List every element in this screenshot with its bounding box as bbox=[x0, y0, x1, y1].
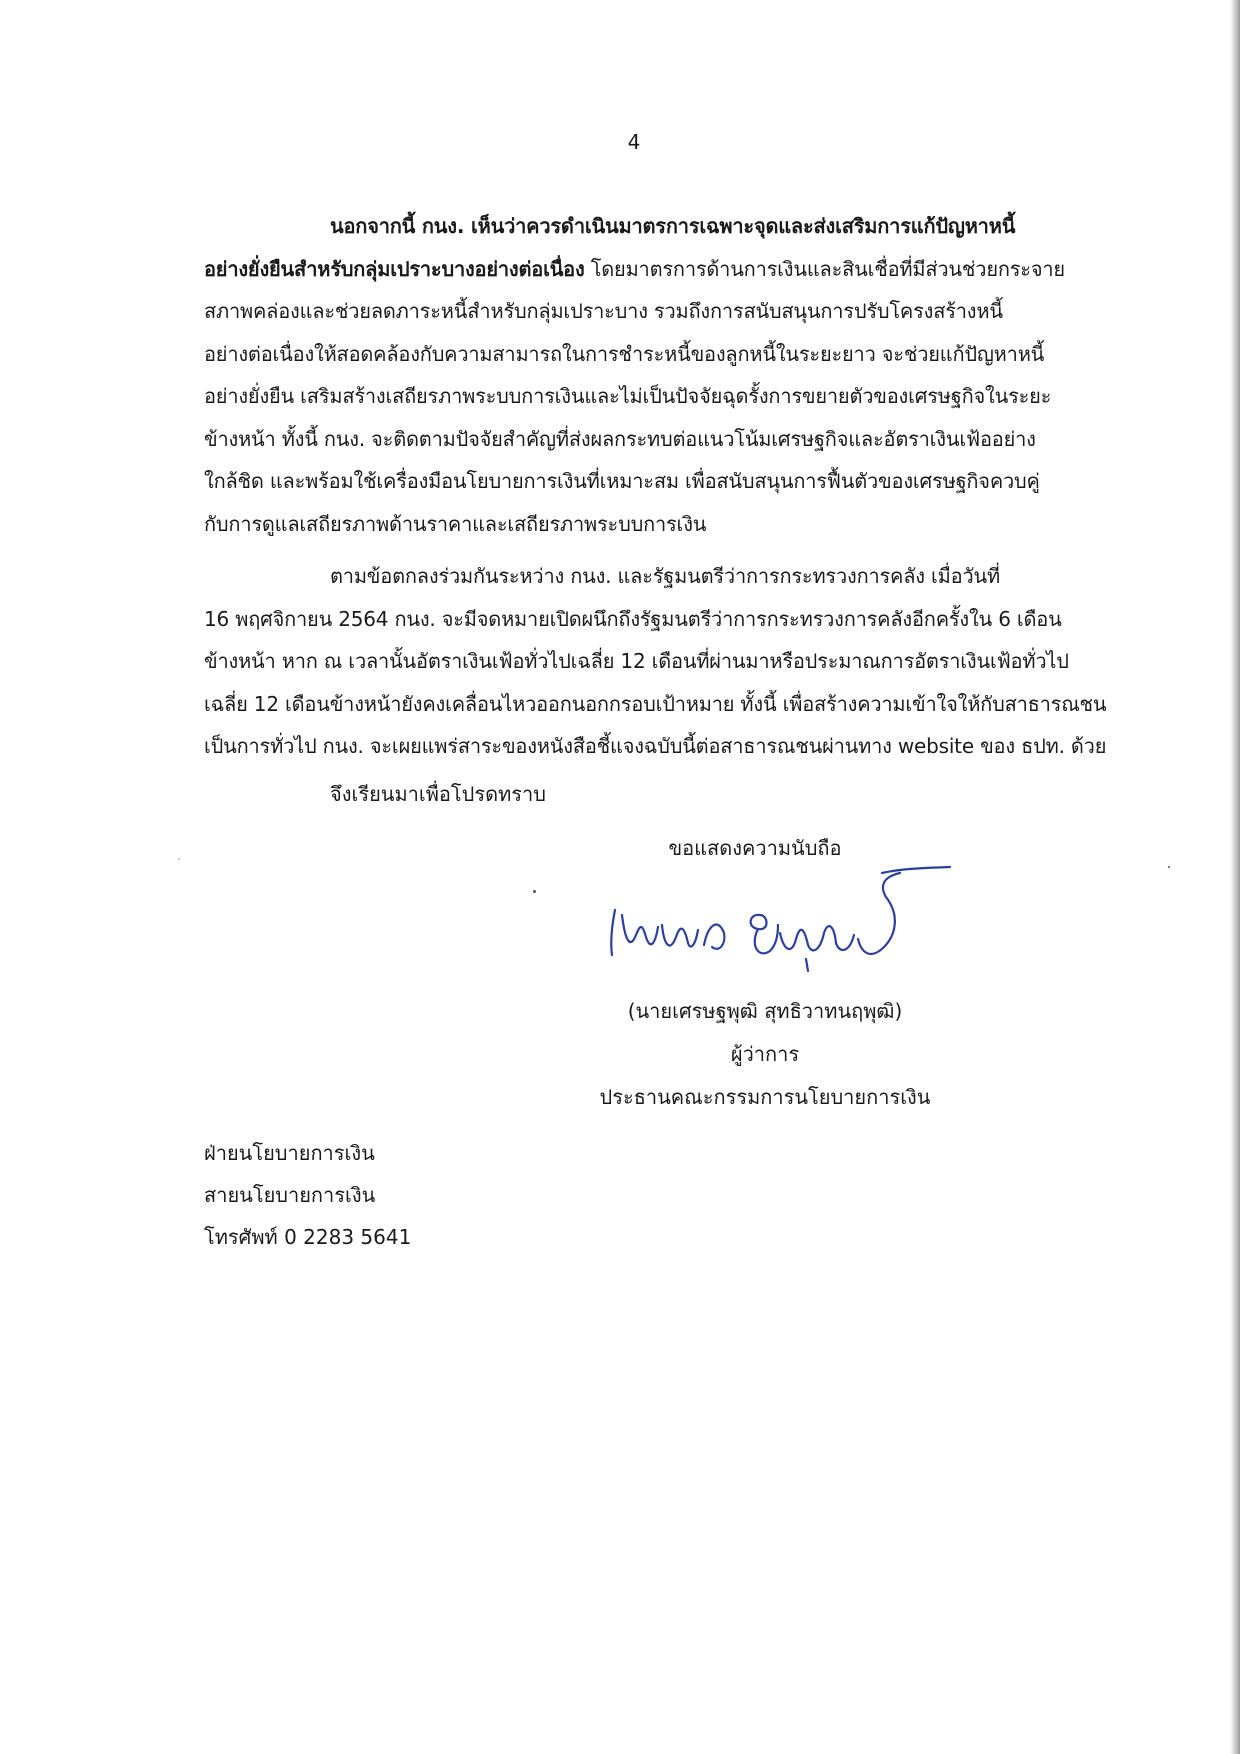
handwritten-signature bbox=[600, 855, 960, 975]
contact-footer bbox=[204, 1132, 411, 1258]
page-number: 4 bbox=[627, 130, 641, 154]
paragraph-line: ตามข้อตกลงร่วมกันระหว่าง กนง. และรัฐมนตรีว่าการกระทรวงการคลัง เมื่อวันที่ bbox=[330, 564, 1000, 588]
bold-emphasis: อย่างยั่งยืนสำหรับกลุ่มเปราะบางอย่างต่อเนื่อง bbox=[204, 256, 585, 281]
line-continuation: โดยมาตรการด้านการเงินและสินเชื่อที่มีส่วนช่วยกระจาย bbox=[584, 256, 1065, 281]
footer-department: ฝ่ายนโยบายการเงิน bbox=[204, 1141, 375, 1165]
paragraph-open-letter-agreement bbox=[204, 555, 1107, 768]
closing-regards: ขอแสดงความนับถือ bbox=[668, 836, 842, 860]
footer-phone: โทรศัพท์ 0 2283 5641 bbox=[204, 1225, 412, 1249]
paragraph-line: เป็นการทั่วไป กนง. จะเผยแพร่สาระของหนังสือชี้แจงฉบับนี้ต่อสาธารณชนผ่านทาง website ของ ธปท. ด้วย bbox=[204, 734, 1107, 758]
signature-stroke bbox=[611, 910, 615, 955]
scan-edge-shadow bbox=[1230, 0, 1240, 1754]
signer-name: (นายเศรษฐพุฒิ สุทธิวาทนฤพุฒิ) bbox=[627, 999, 903, 1023]
signature-stroke bbox=[662, 925, 698, 947]
paragraph-line: นอกจากนี้ กนง. เห็นว่าควรดำเนินมาตรการเฉพาะจุดและส่งเสริมการแก้ปัญหาหนี้ bbox=[330, 214, 1016, 238]
paragraph-line: อย่างยั่งยืน เสริมสร้างเสถียรภาพระบบการเงินและไม่เป็นปัจจัยฉุดรั้งการขยายตัวของเศรษฐกิจในระยะ bbox=[204, 384, 1052, 408]
closing-phrase: จึงเรียนมาเพื่อโปรดทราบ bbox=[330, 782, 546, 806]
scan-speck bbox=[1168, 866, 1170, 868]
paragraph-line: สภาพคล่องและช่วยลดภาระหนี้สำหรับกลุ่มเปราะบาง รวมถึงการสนับสนุนการปรับโครงสร้างหนี้ bbox=[204, 299, 1003, 323]
signature-stroke bbox=[882, 867, 950, 873]
paragraph-monetary-measures bbox=[204, 205, 1065, 545]
footer-line: สายนโยบายการเงิน bbox=[204, 1183, 376, 1207]
signature-stroke bbox=[751, 915, 778, 954]
paragraph-line: ข้างหน้า ทั้งนี้ กนง. จะติดตามปัจจัยสำคัญที่ส่งผลกระทบต่อแนวโน้มเศรษฐกิจและอัตราเงินเฟ้ออย่าง bbox=[204, 426, 1036, 451]
signature-stroke bbox=[622, 915, 658, 944]
paragraph-line: ใกล้ชิด และพร้อมใช้เครื่องมือนโยบายการเงินที่เหมาะสม เพื่อสนับสนุนการฟื้นตัวของเศรษฐกิจควบคู่ bbox=[204, 469, 1040, 493]
signature-stroke bbox=[704, 924, 724, 948]
signature-stroke bbox=[858, 873, 900, 954]
signature-stroke bbox=[806, 959, 808, 971]
paragraph-line bbox=[204, 248, 1065, 291]
scan-speck bbox=[178, 858, 180, 860]
scan-speck bbox=[533, 890, 536, 893]
signer-title: ผู้ว่าการ bbox=[730, 1042, 800, 1066]
signature-stroke bbox=[780, 926, 854, 950]
signer-position: ประธานคณะกรรมการนโยบายการเงิน bbox=[599, 1085, 931, 1109]
paragraph-line: อย่างต่อเนื่องให้สอดคล้องกับความสามารถในการชำระหนี้ของลูกหนี้ในระยะยาว จะช่วยแก้ปัญหาหนี้ bbox=[204, 341, 1045, 366]
paragraph-line: กับการดูแลเสถียรภาพด้านราคาและเสถียรภาพระบบการเงิน bbox=[204, 511, 707, 536]
paragraph-line: เฉลี่ย 12 เดือนข้างหน้ายังคงเคลื่อนไหวออกนอกกรอบเป้าหมาย ทั้งนี้ เพื่อสร้างความเข้าใจให้กับสาธารณชน bbox=[204, 691, 1107, 716]
paragraph-line: ข้างหน้า หาก ณ เวลานั้นอัตราเงินเฟ้อทั่วไปเฉลี่ย 12 เดือนที่ผ่านมาหรือประมาณการอัตราเงินเฟ้อทั่วไป bbox=[204, 649, 1069, 673]
paragraph-line: 16 พฤศจิกายน 2564 กนง. จะมีจดหมายเปิดผนึกถึงรัฐมนตรีว่าการกระทรวงการคลังอีกครั้งใน 6 เดือน bbox=[204, 606, 1062, 631]
